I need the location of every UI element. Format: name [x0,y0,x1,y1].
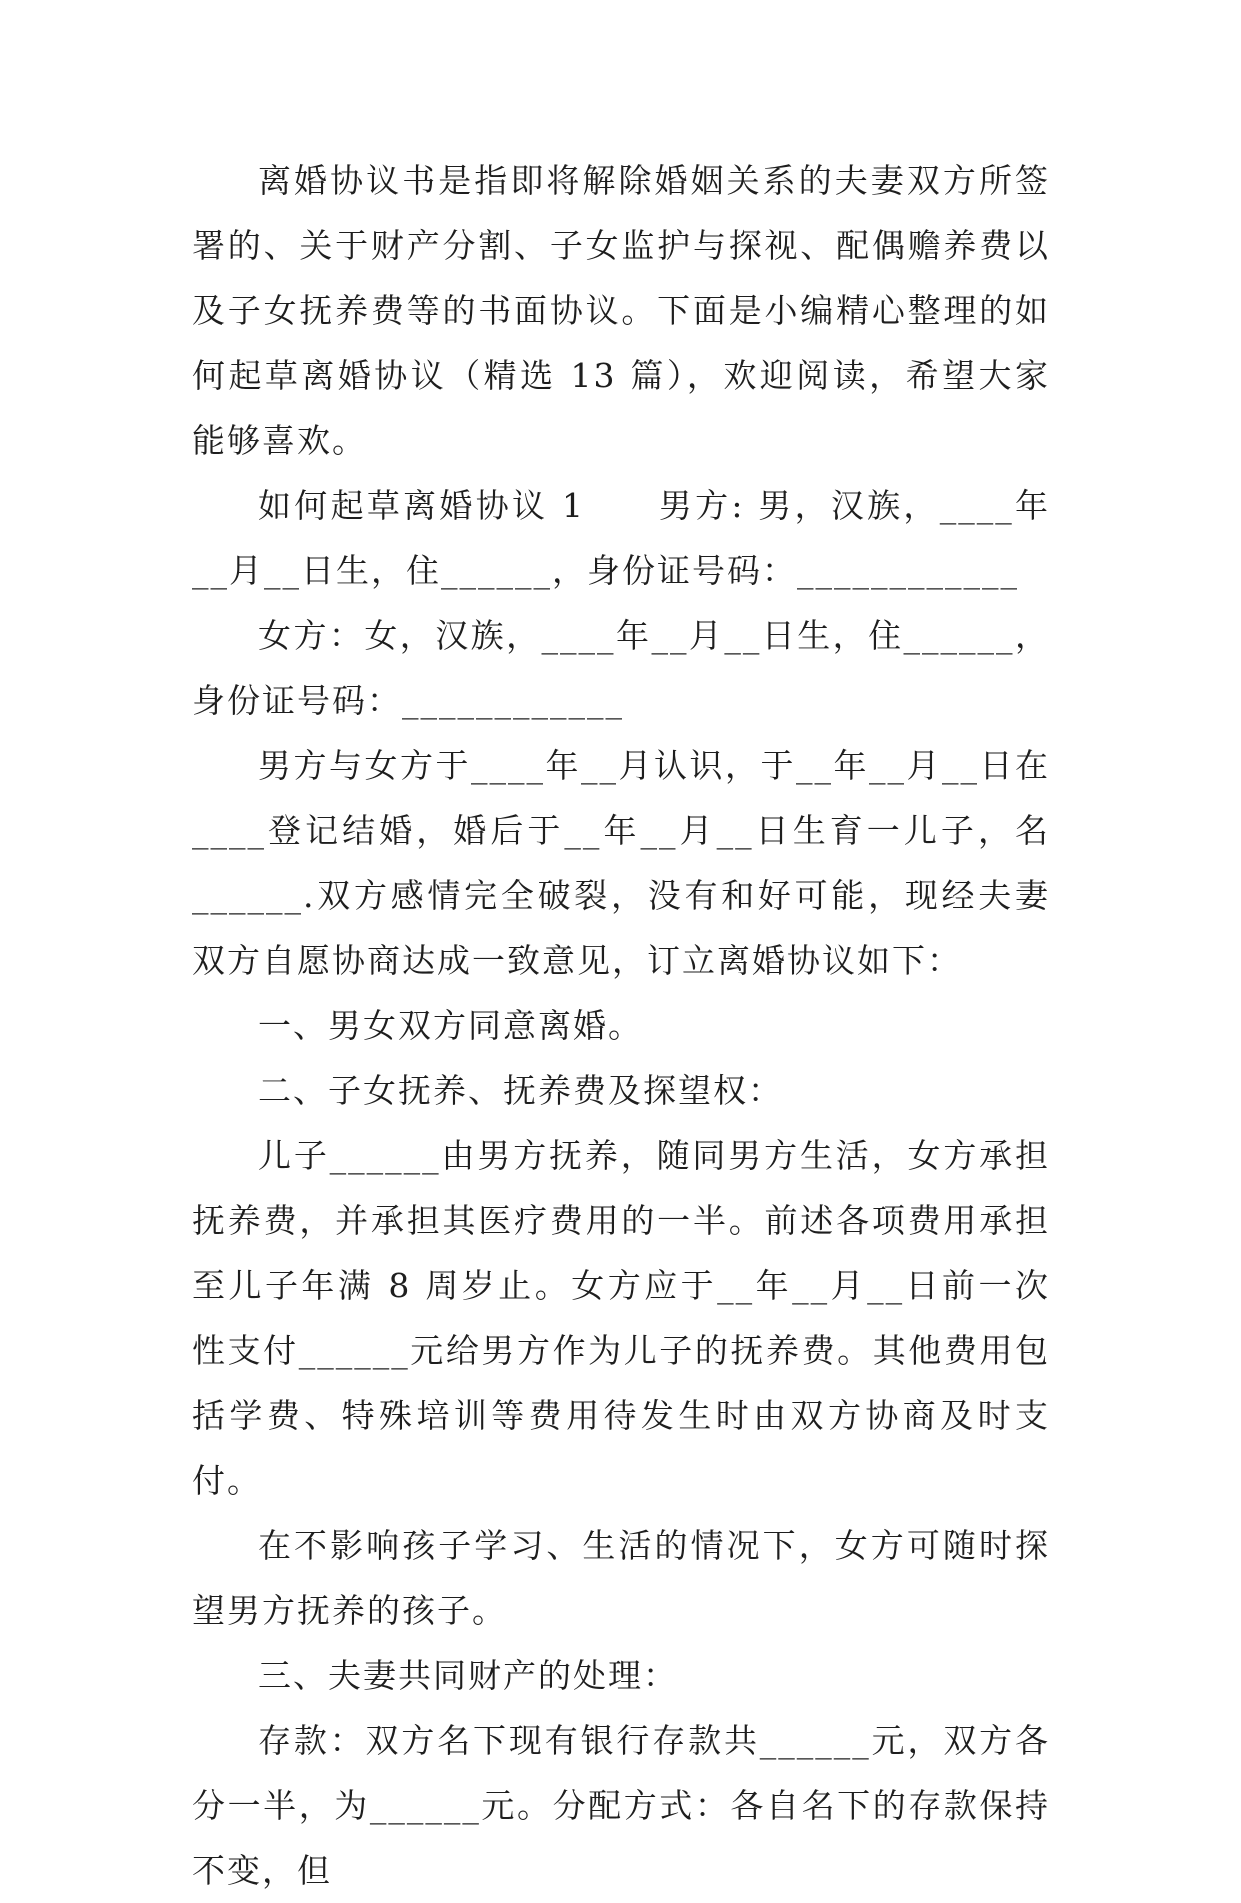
deposit-paragraph: 存款：双方名下现有银行存款共______元，双方各分一半，为______元。分配方式：各自名下的存款保持不变，但 [192,1721,1050,1890]
clause-3-heading: 三、夫妻共同财产的处理： [258,1656,678,1695]
clause-2-heading: 二、子女抚养、抚养费及探望权： [258,1071,783,1110]
marriage-history-paragraph: 男方与女方于____年__月认识，于__年__月__日在____登记结婚，婚后于__年__月__日生育一儿子，名______.双方感情完全破裂，没有和好可能，现经夫妻双方自愿协商达成一致意见，订立离婚协议如下： [192,746,1050,980]
document-body [192,148,1050,1903]
party-female-paragraph: 女方：女，汉族，____年__月__日生，住______，身份证号码：____________ [192,616,1050,720]
visitation-paragraph: 在不影响孩子学习、生活的情况下，女方可随时探望男方抚养的孩子。 [192,1526,1050,1630]
child-custody-paragraph: 儿子______由男方抚养，随同男方生活，女方承担抚养费，并承担其医疗费用的一半。前述各项费用承担至儿子年满 8 周岁止。女方应于__年__月__日前一次性支付______元给男方作为儿子的抚养费。其他费用包括学费、特殊培训等费用待发生时由双方协商及时支付。 [192,1136,1050,1500]
intro-paragraph: 离婚协议书是指即将解除婚姻关系的夫妻双方所签署的、关于财产分割、子女监护与探视、配偶赡养费以及子女抚养费等的书面协议。下面是小编精心整理的如何起草离婚协议（精选 13 篇），欢迎阅读，希望大家能够喜欢。 [192,161,1050,460]
clause-1-heading: 一、男女双方同意离婚。 [258,1006,643,1045]
party-male-paragraph: 如何起草离婚协议 1 男方: 男，汉族，____年__月__日生，住______，身份证号码：____________ [192,486,1050,590]
